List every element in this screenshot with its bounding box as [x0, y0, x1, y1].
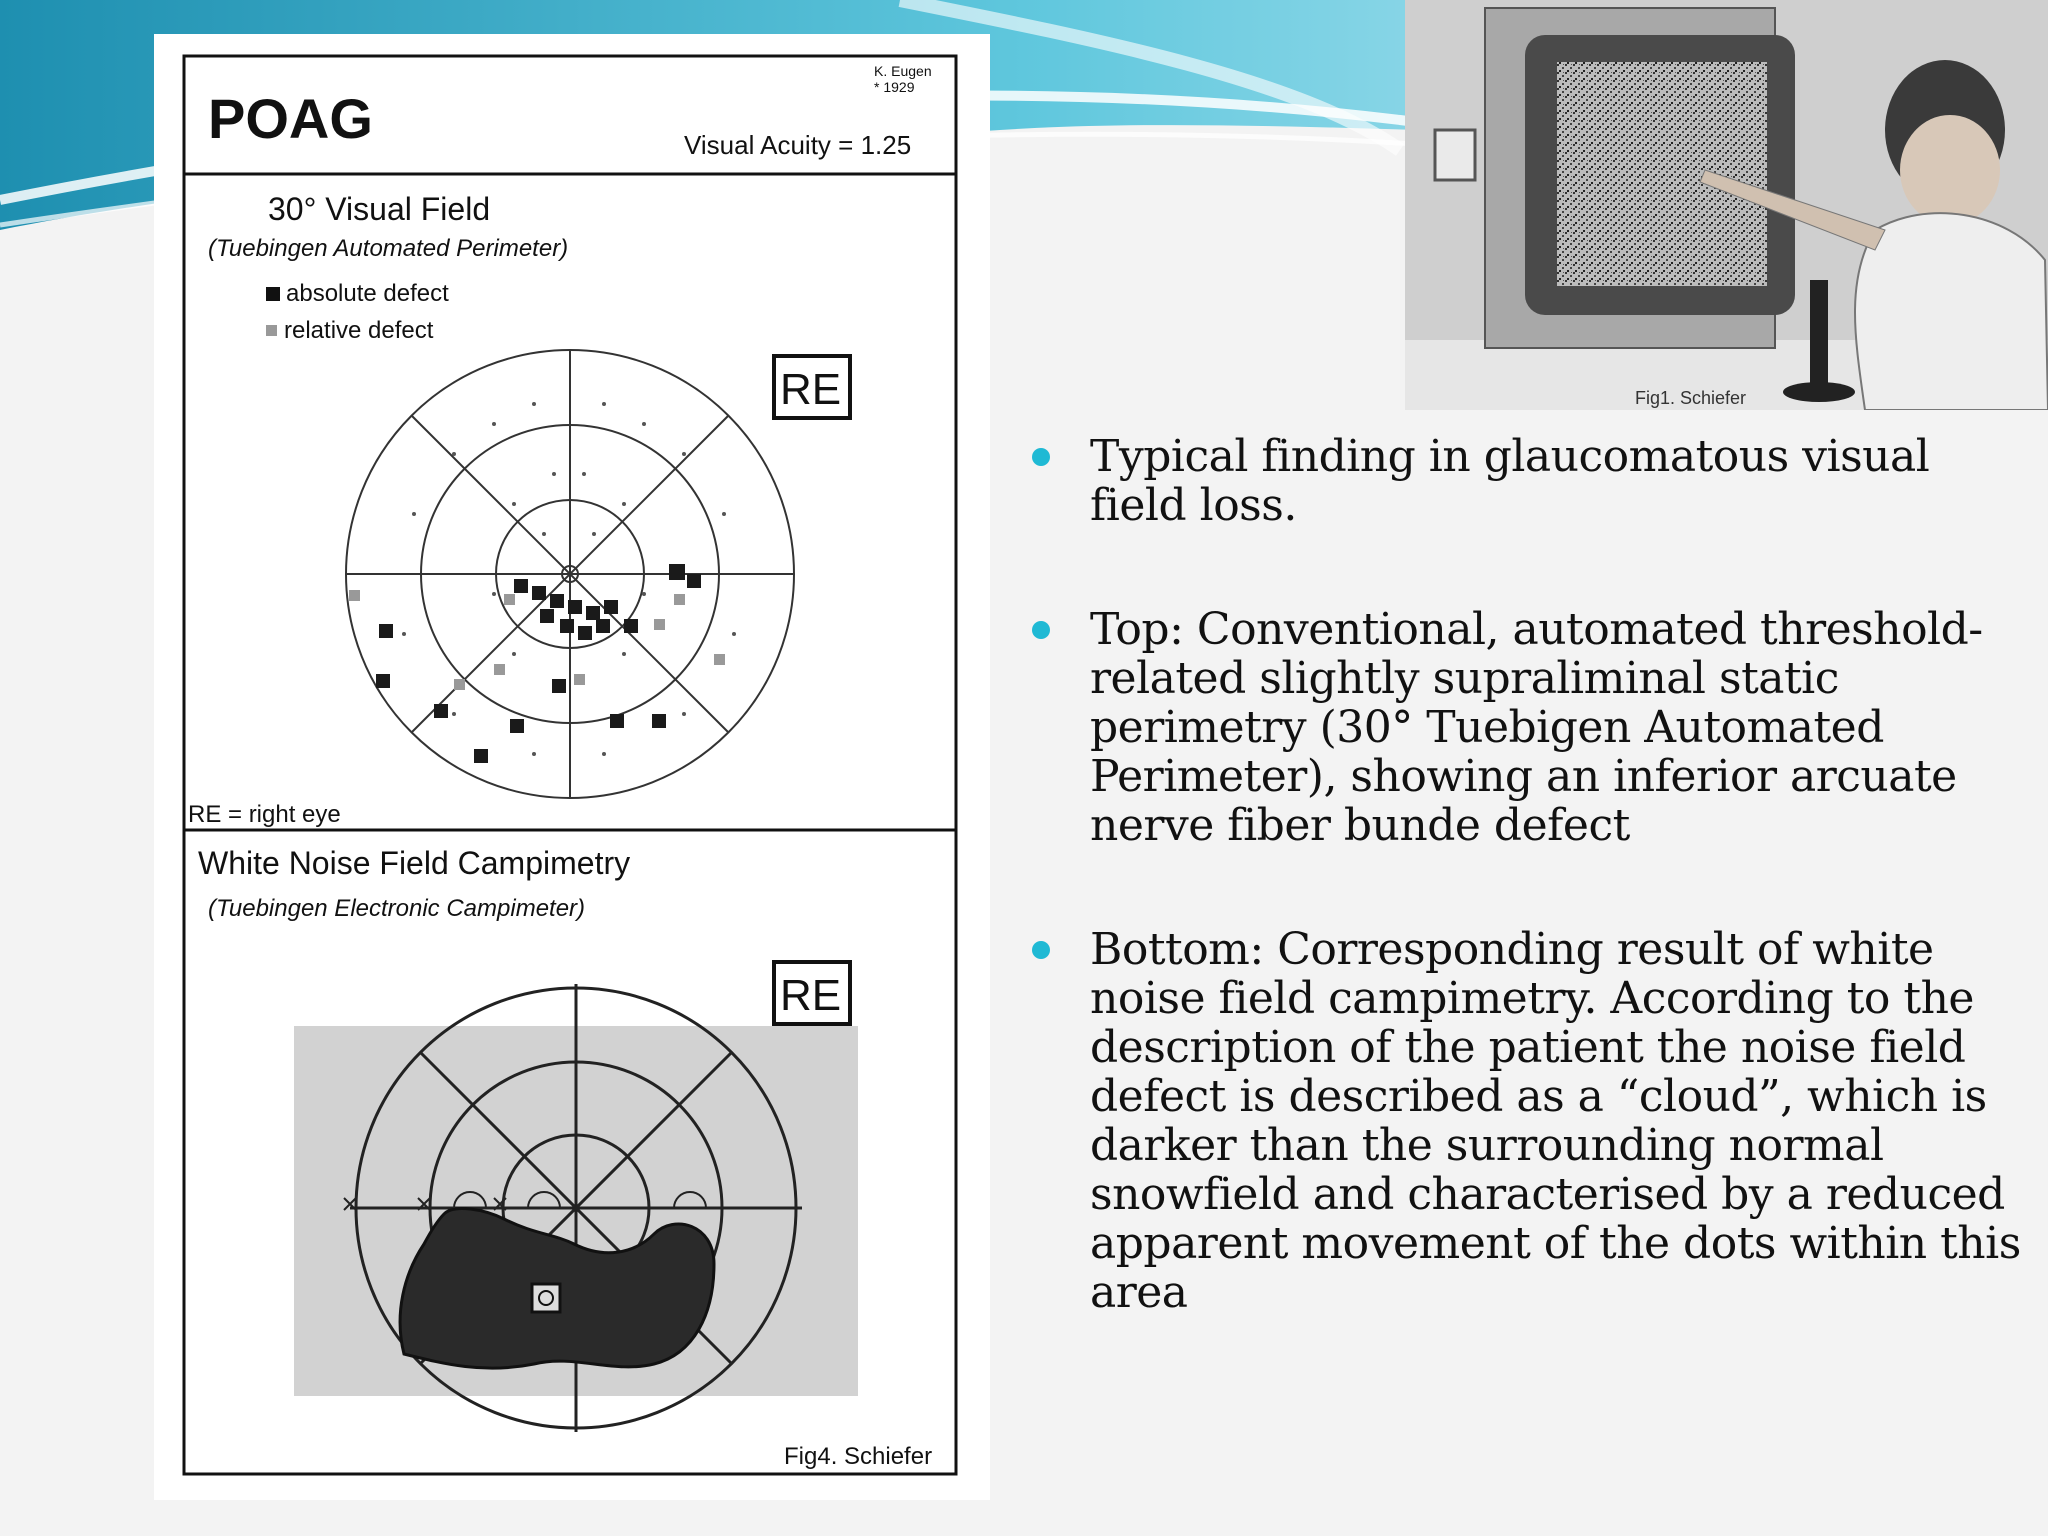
- poag-figure: [154, 34, 990, 1500]
- bullet-text: Bottom: Corresponding result of white noise field campimetry. According to the description of the patient the noise field defect is described as a “cloud”, which is darker than the surrounding normal snowfield and characterised by a reduced apparent movement of the dots within this area: [1090, 924, 2021, 1318]
- patient-code: K. Eugen: [874, 63, 932, 79]
- bullet-item: [1022, 605, 2022, 850]
- poag-figure-drawing: [154, 34, 990, 1500]
- visual-acuity: Visual Acuity = 1.25: [684, 130, 912, 160]
- absolute-defect-swatch: [266, 287, 280, 301]
- patient-birth-year: * 1929: [874, 79, 915, 95]
- bottom-eye-box-label: RE: [780, 971, 842, 1020]
- bullet-dot-icon: [1032, 941, 1050, 959]
- perimeter-photo: [1405, 0, 2048, 410]
- bullet-text: Top: Conventional, automated threshold-related slightly supraliminal static perimetry (30° Tuebigen Automated Perimeter), showing an inferior arcuate nerve fiber bunde defect: [1090, 604, 1983, 851]
- bullet-dot-icon: [1032, 621, 1050, 639]
- perimeter-photo-illustration: [1405, 0, 2048, 410]
- photo-caption: Fig1. Schiefer: [1635, 388, 1747, 408]
- relative-defect-swatch: [266, 325, 277, 336]
- bottom-caption: Fig4. Schiefer: [784, 1443, 933, 1470]
- bullet-dot-icon: [1032, 448, 1050, 466]
- bullet-list: [1022, 432, 2022, 1317]
- legend-relative-defect: relative defect: [284, 317, 434, 344]
- bottom-panel-title: White Noise Field Campimetry: [198, 845, 631, 881]
- visual-field-plot: [346, 350, 794, 798]
- top-panel-subtitle: (Tuebingen Automated Perimeter): [208, 235, 569, 262]
- top-eye-box-label: RE: [780, 365, 842, 414]
- legend-absolute-defect: absolute defect: [286, 280, 449, 307]
- bullet-item: [1022, 925, 2022, 1317]
- bullet-text: Typical finding in glaucomatous visual field loss.: [1090, 431, 1930, 531]
- bottom-panel-subtitle: (Tuebingen Electronic Campimeter): [208, 895, 586, 922]
- eye-note: RE = right eye: [188, 801, 341, 828]
- top-panel-title: 30° Visual Field: [268, 191, 491, 227]
- figure-title: POAG: [208, 87, 373, 150]
- bullet-item: [1022, 432, 2022, 530]
